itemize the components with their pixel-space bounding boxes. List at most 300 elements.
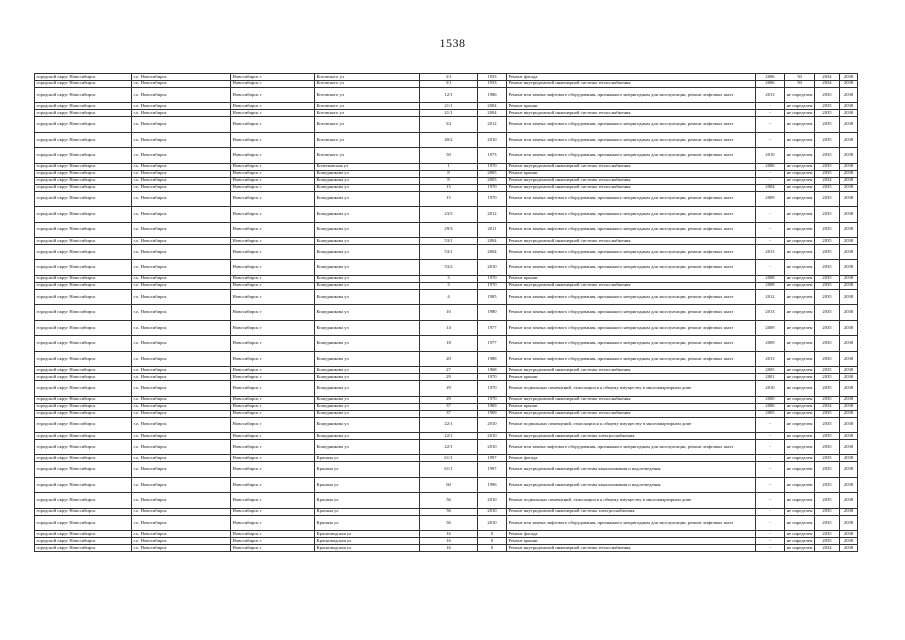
- house-cell: 37: [420, 410, 478, 417]
- street-cell: Котовского ул: [315, 132, 420, 148]
- street-cell: Кошурникова ул: [315, 381, 420, 397]
- table-row: [35, 148, 858, 164]
- table-row: [35, 132, 858, 148]
- year-built-cell: 2010: [478, 132, 507, 148]
- district-cell: городской округ Новосибирск: [35, 74, 132, 81]
- work-type-cell: Ремонт фасада: [507, 531, 756, 538]
- end-year-cell: 2038: [840, 110, 858, 117]
- start-year-cell: 2035: [815, 439, 840, 455]
- end-year-cell: 2038: [840, 282, 858, 289]
- table-row: [35, 80, 858, 87]
- work-type-cell: Ремонт крыши: [507, 103, 756, 110]
- street-cell: Кошурникова ул: [315, 177, 420, 184]
- house-cell: 29/3: [420, 222, 478, 238]
- house-cell: 22/1: [420, 433, 478, 440]
- year-built-cell: 1988: [478, 351, 507, 367]
- district-cell: городской округ Новосибирск: [35, 477, 132, 493]
- work-type-cell: Ремонт внутридомовой инженерной системы теплоснабжения: [507, 367, 756, 374]
- house-cell: 61/1: [420, 455, 478, 462]
- municipality-cell: г.о. Новосибирск: [132, 538, 231, 545]
- end-year-cell: 2038: [840, 508, 858, 515]
- wear-cell: не определен: [785, 538, 815, 545]
- end-year-cell: 2038: [840, 244, 858, 260]
- year-built-cell: 2010: [478, 515, 507, 531]
- last-repair-year-cell: -: [756, 508, 785, 515]
- municipality-cell: г.о. Новосибирск: [132, 403, 231, 410]
- city-cell: Новосибирск г: [231, 80, 315, 87]
- start-year-cell: 2035: [815, 538, 840, 545]
- municipality-cell: г.о. Новосибирск: [132, 417, 231, 433]
- district-cell: городской округ Новосибирск: [35, 545, 132, 552]
- year-built-cell: 2004: [478, 244, 507, 260]
- city-cell: Новосибирск г: [231, 74, 315, 81]
- end-year-cell: 2038: [840, 396, 858, 403]
- city-cell: Новосибирск г: [231, 538, 315, 545]
- house-cell: 18: [420, 336, 478, 352]
- last-repair-year-cell: 2012: [756, 289, 785, 305]
- start-year-cell: 2035: [815, 282, 840, 289]
- start-year-cell: 2035: [815, 367, 840, 374]
- end-year-cell: 2038: [840, 367, 858, 374]
- table-row: [35, 417, 858, 433]
- year-built-cell: 2012: [478, 207, 507, 223]
- table-row: [35, 275, 858, 282]
- start-year-cell: 2035: [815, 148, 840, 164]
- wear-cell: не определен: [785, 191, 815, 207]
- table-row: [35, 117, 858, 133]
- start-year-cell: 2035: [815, 493, 840, 509]
- city-cell: Новосибирск г: [231, 103, 315, 110]
- work-type-cell: Ремонт внутридомовой инженерной системы теплоснабжения: [507, 410, 756, 417]
- wear-cell: не определен: [785, 403, 815, 410]
- wear-cell: не определен: [785, 381, 815, 397]
- city-cell: Новосибирск г: [231, 439, 315, 455]
- district-cell: городской округ Новосибирск: [35, 538, 132, 545]
- street-cell: Котовского ул: [315, 110, 420, 117]
- wear-cell: не определен: [785, 508, 815, 515]
- city-cell: Новосибирск г: [231, 87, 315, 103]
- district-cell: городской округ Новосибирск: [35, 238, 132, 245]
- end-year-cell: 2038: [840, 222, 858, 238]
- municipality-cell: г.о. Новосибирск: [132, 305, 231, 321]
- municipality-cell: г.о. Новосибирск: [132, 433, 231, 440]
- wear-cell: не определен: [785, 289, 815, 305]
- house-cell: 8: [420, 170, 478, 177]
- end-year-cell: 2038: [840, 433, 858, 440]
- end-year-cell: 2038: [840, 177, 858, 184]
- table-row: [35, 110, 858, 117]
- municipality-cell: г.о. Новосибирск: [132, 396, 231, 403]
- wear-cell: 50: [785, 80, 815, 87]
- work-type-cell: Ремонт или замена лифтового оборудования, признанного непригодным для эксплуатации, ремонт лифтовых шахт: [507, 336, 756, 352]
- district-cell: городской округ Новосибирск: [35, 381, 132, 397]
- municipality-cell: г.о. Новосибирск: [132, 477, 231, 493]
- house-cell: 60: [420, 477, 478, 493]
- last-repair-year-cell: -: [756, 260, 785, 276]
- district-cell: городской округ Новосибирск: [35, 515, 132, 531]
- year-built-cell: 1969: [478, 403, 507, 410]
- wear-cell: не определен: [785, 132, 815, 148]
- year-built-cell: 1977: [478, 320, 507, 336]
- municipality-cell: г.о. Новосибирск: [132, 191, 231, 207]
- street-cell: Кошурникова ул: [315, 275, 420, 282]
- house-cell: 12/1: [420, 87, 478, 103]
- municipality-cell: г.о. Новосибирск: [132, 170, 231, 177]
- year-built-cell: 0: [478, 538, 507, 545]
- wear-cell: не определен: [785, 477, 815, 493]
- house-cell: 15: [420, 191, 478, 207]
- start-year-cell: 2035: [815, 462, 840, 478]
- end-year-cell: 2038: [840, 477, 858, 493]
- table-row: [35, 531, 858, 538]
- house-cell: 22/1: [420, 439, 478, 455]
- work-type-cell: Ремонт или замена лифтового оборудования, признанного непригодным для эксплуатации, ремонт лифтовых шахт: [507, 117, 756, 133]
- city-cell: Новосибирск г: [231, 238, 315, 245]
- house-cell: 23/5: [420, 207, 478, 223]
- last-repair-year-cell: -: [756, 238, 785, 245]
- table-row: [35, 163, 858, 170]
- district-cell: городской округ Новосибирск: [35, 508, 132, 515]
- municipality-cell: г.о. Новосибирск: [132, 336, 231, 352]
- table-row: [35, 462, 858, 478]
- district-cell: городской округ Новосибирск: [35, 374, 132, 381]
- municipality-cell: г.о. Новосибирск: [132, 545, 231, 552]
- year-built-cell: 1997: [478, 455, 507, 462]
- district-cell: городской округ Новосибирск: [35, 289, 132, 305]
- repair-schedule-table-wrap: [34, 73, 858, 552]
- district-cell: городской округ Новосибирск: [35, 493, 132, 509]
- street-cell: Кошурникова ул: [315, 351, 420, 367]
- start-year-cell: 2034: [815, 74, 840, 81]
- street-cell: Красноводская ул: [315, 531, 420, 538]
- end-year-cell: 2038: [840, 374, 858, 381]
- last-repair-year-cell: -: [756, 433, 785, 440]
- house-cell: 53/2: [420, 260, 478, 276]
- end-year-cell: 2038: [840, 320, 858, 336]
- end-year-cell: 2038: [840, 74, 858, 81]
- last-repair-year-cell: 2013: [756, 351, 785, 367]
- municipality-cell: г.о. Новосибирск: [132, 244, 231, 260]
- municipality-cell: г.о. Новосибирск: [132, 222, 231, 238]
- wear-cell: не определен: [785, 439, 815, 455]
- municipality-cell: г.о. Новосибирск: [132, 289, 231, 305]
- house-cell: 3/1: [420, 80, 478, 87]
- table-row: [35, 282, 858, 289]
- wear-cell: не определен: [785, 515, 815, 531]
- table-row: [35, 410, 858, 417]
- street-cell: Красина ул: [315, 515, 420, 531]
- house-cell: 4: [420, 289, 478, 305]
- street-cell: Котовского ул: [315, 148, 420, 164]
- year-built-cell: 1980: [478, 305, 507, 321]
- district-cell: городской округ Новосибирск: [35, 170, 132, 177]
- start-year-cell: 2035: [815, 222, 840, 238]
- municipality-cell: г.о. Новосибирск: [132, 381, 231, 397]
- end-year-cell: 2038: [840, 455, 858, 462]
- last-repair-year-cell: -: [756, 177, 785, 184]
- start-year-cell: 2035: [815, 531, 840, 538]
- last-repair-year-cell: 2006: [756, 403, 785, 410]
- last-repair-year-cell: -: [756, 545, 785, 552]
- work-type-cell: Ремонт внутридомовой инженерной системы теплоснабжения: [507, 282, 756, 289]
- city-cell: Новосибирск г: [231, 336, 315, 352]
- district-cell: городской округ Новосибирск: [35, 282, 132, 289]
- work-type-cell: Ремонт или замена лифтового оборудования, признанного непригодным для эксплуатации, ремонт лифтовых шахт: [507, 222, 756, 238]
- street-cell: Кошурникова ул: [315, 184, 420, 191]
- municipality-cell: г.о. Новосибирск: [132, 374, 231, 381]
- house-cell: 1: [420, 163, 478, 170]
- table-row: [35, 374, 858, 381]
- last-repair-year-cell: 2009: [756, 336, 785, 352]
- table-row: [35, 207, 858, 223]
- table-row: [35, 244, 858, 260]
- year-built-cell: 1970: [478, 396, 507, 403]
- district-cell: городской округ Новосибирск: [35, 110, 132, 117]
- end-year-cell: 2038: [840, 148, 858, 164]
- district-cell: городской округ Новосибирск: [35, 244, 132, 260]
- end-year-cell: 2038: [840, 305, 858, 321]
- last-repair-year-cell: 2004: [756, 184, 785, 191]
- district-cell: городской округ Новосибирск: [35, 275, 132, 282]
- wear-cell: не определен: [785, 275, 815, 282]
- city-cell: Новосибирск г: [231, 417, 315, 433]
- work-type-cell: Ремонт или замена лифтового оборудования, признанного непригодным для эксплуатации, ремонт лифтовых шахт: [507, 515, 756, 531]
- last-repair-year-cell: -: [756, 132, 785, 148]
- start-year-cell: 2035: [815, 396, 840, 403]
- year-built-cell: 1970: [478, 191, 507, 207]
- city-cell: Новосибирск г: [231, 110, 315, 117]
- district-cell: городской округ Новосибирск: [35, 87, 132, 103]
- table-row: [35, 103, 858, 110]
- city-cell: Новосибирск г: [231, 403, 315, 410]
- end-year-cell: 2038: [840, 515, 858, 531]
- wear-cell: не определен: [785, 117, 815, 133]
- street-cell: Кошурникова ул: [315, 320, 420, 336]
- end-year-cell: 2038: [840, 289, 858, 305]
- city-cell: Новосибирск г: [231, 170, 315, 177]
- municipality-cell: г.о. Новосибирск: [132, 515, 231, 531]
- house-cell: 27: [420, 367, 478, 374]
- district-cell: городской округ Новосибирск: [35, 103, 132, 110]
- start-year-cell: 2035: [815, 170, 840, 177]
- house-cell: 16: [420, 538, 478, 545]
- municipality-cell: г.о. Новосибирск: [132, 110, 231, 117]
- street-cell: Кошурникова ул: [315, 367, 420, 374]
- house-cell: 56: [420, 493, 478, 509]
- municipality-cell: г.о. Новосибирск: [132, 439, 231, 455]
- house-cell: 53/1: [420, 238, 478, 245]
- table-row: [35, 403, 858, 410]
- city-cell: Новосибирск г: [231, 545, 315, 552]
- wear-cell: не определен: [785, 305, 815, 321]
- work-type-cell: Ремонт внутридомовой инженерной системы электроснабжения: [507, 433, 756, 440]
- last-repair-year-cell: -: [756, 477, 785, 493]
- wear-cell: не определен: [785, 207, 815, 223]
- house-cell: 20: [420, 351, 478, 367]
- work-type-cell: Ремонт или замена лифтового оборудования, признанного непригодным для эксплуатации, ремонт лифтовых шахт: [507, 289, 756, 305]
- municipality-cell: г.о. Новосибирск: [132, 148, 231, 164]
- table-row: [35, 477, 858, 493]
- wear-cell: не определен: [785, 282, 815, 289]
- district-cell: городской округ Новосибирск: [35, 80, 132, 87]
- house-cell: 37: [420, 403, 478, 410]
- wear-cell: не определен: [785, 222, 815, 238]
- year-built-cell: 1970: [478, 163, 507, 170]
- table-row: [35, 351, 858, 367]
- wear-cell: не определен: [785, 336, 815, 352]
- start-year-cell: 2035: [815, 508, 840, 515]
- city-cell: Новосибирск г: [231, 282, 315, 289]
- wear-cell: не определен: [785, 374, 815, 381]
- start-year-cell: 2035: [815, 244, 840, 260]
- municipality-cell: г.о. Новосибирск: [132, 275, 231, 282]
- year-built-cell: 1970: [478, 381, 507, 397]
- start-year-cell: 2035: [815, 103, 840, 110]
- house-cell: 3: [420, 275, 478, 282]
- city-cell: Новосибирск г: [231, 191, 315, 207]
- house-cell: 56: [420, 515, 478, 531]
- wear-cell: не определен: [785, 163, 815, 170]
- street-cell: Кочетковская ул: [315, 163, 420, 170]
- year-built-cell: 2004: [478, 110, 507, 117]
- house-cell: 3: [420, 282, 478, 289]
- street-cell: Кошурникова ул: [315, 207, 420, 223]
- end-year-cell: 2038: [840, 207, 858, 223]
- last-repair-year-cell: 2013: [756, 305, 785, 321]
- district-cell: городской округ Новосибирск: [35, 320, 132, 336]
- start-year-cell: 2034: [815, 80, 840, 87]
- last-repair-year-cell: 2008: [756, 282, 785, 289]
- end-year-cell: 2038: [840, 191, 858, 207]
- year-built-cell: 2010: [478, 439, 507, 455]
- municipality-cell: г.о. Новосибирск: [132, 462, 231, 478]
- work-type-cell: Ремонт внутридомовой инженерной системы канализования и водоотведения: [507, 462, 756, 478]
- district-cell: городской округ Новосибирск: [35, 207, 132, 223]
- house-cell: 3/2: [420, 117, 478, 133]
- year-built-cell: 2005: [478, 177, 507, 184]
- city-cell: Новосибирск г: [231, 132, 315, 148]
- work-type-cell: Ремонт или замена лифтового оборудования, признанного непригодным для эксплуатации, ремонт лифтовых шахт: [507, 244, 756, 260]
- work-type-cell: Ремонт внутридомовой инженерной системы теплоснабжения: [507, 396, 756, 403]
- year-built-cell: 2010: [478, 493, 507, 509]
- work-type-cell: Ремонт или замена лифтового оборудования, признанного непригодным для эксплуатации, ремонт лифтовых шахт: [507, 207, 756, 223]
- district-cell: городской округ Новосибирск: [35, 177, 132, 184]
- end-year-cell: 2038: [840, 545, 858, 552]
- municipality-cell: г.о. Новосибирск: [132, 163, 231, 170]
- end-year-cell: 2038: [840, 163, 858, 170]
- street-cell: Котовского ул: [315, 117, 420, 133]
- start-year-cell: 2035: [815, 191, 840, 207]
- start-year-cell: 2035: [815, 184, 840, 191]
- end-year-cell: 2038: [840, 439, 858, 455]
- last-repair-year-cell: 2010: [756, 148, 785, 164]
- district-cell: городской округ Новосибирск: [35, 351, 132, 367]
- start-year-cell: 2035: [815, 336, 840, 352]
- end-year-cell: 2038: [840, 184, 858, 191]
- street-cell: Кошурникова ул: [315, 403, 420, 410]
- wear-cell: не определен: [785, 462, 815, 478]
- last-repair-year-cell: 2001: [756, 374, 785, 381]
- start-year-cell: 2035: [815, 305, 840, 321]
- last-repair-year-cell: 2006: [756, 74, 785, 81]
- last-repair-year-cell: 2006: [756, 163, 785, 170]
- table-row: [35, 336, 858, 352]
- table-row: [35, 184, 858, 191]
- year-built-cell: 1933: [478, 74, 507, 81]
- street-cell: Котовского ул: [315, 74, 420, 81]
- table-row: [35, 260, 858, 276]
- year-built-cell: 1973: [478, 148, 507, 164]
- table-row: [35, 87, 858, 103]
- wear-cell: не определен: [785, 260, 815, 276]
- work-type-cell: Ремонт подвальных помещений, относящихся к общему имуществу в многоквартирном доме: [507, 381, 756, 397]
- wear-cell: не определен: [785, 320, 815, 336]
- municipality-cell: г.о. Новосибирск: [132, 455, 231, 462]
- street-cell: Кошурникова ул: [315, 439, 420, 455]
- start-year-cell: 2035: [815, 110, 840, 117]
- start-year-cell: 2034: [815, 403, 840, 410]
- last-repair-year-cell: 2008: [756, 275, 785, 282]
- table-row: [35, 439, 858, 455]
- last-repair-year-cell: 2009: [756, 320, 785, 336]
- end-year-cell: 2038: [840, 103, 858, 110]
- street-cell: Кошурникова ул: [315, 289, 420, 305]
- municipality-cell: г.о. Новосибирск: [132, 531, 231, 538]
- city-cell: Новосибирск г: [231, 207, 315, 223]
- start-year-cell: 2035: [815, 433, 840, 440]
- last-repair-year-cell: 2006: [756, 80, 785, 87]
- municipality-cell: г.о. Новосибирск: [132, 117, 231, 133]
- last-repair-year-cell: -: [756, 515, 785, 531]
- year-built-cell: 1985: [478, 289, 507, 305]
- end-year-cell: 2038: [840, 417, 858, 433]
- table-row: [35, 396, 858, 403]
- last-repair-year-cell: -: [756, 531, 785, 538]
- work-type-cell: Ремонт или замена лифтового оборудования, признанного непригодным для эксплуатации, ремонт лифтовых шахт: [507, 351, 756, 367]
- start-year-cell: 2035: [815, 289, 840, 305]
- work-type-cell: Ремонт крыши: [507, 538, 756, 545]
- work-type-cell: Ремонт крыши: [507, 275, 756, 282]
- municipality-cell: г.о. Новосибирск: [132, 184, 231, 191]
- wear-cell: не определен: [785, 103, 815, 110]
- municipality-cell: г.о. Новосибирск: [132, 177, 231, 184]
- last-repair-year-cell: -: [756, 417, 785, 433]
- last-repair-year-cell: 2005: [756, 410, 785, 417]
- work-type-cell: Ремонт фасада: [507, 455, 756, 462]
- start-year-cell: 2034: [815, 545, 840, 552]
- municipality-cell: г.о. Новосибирск: [132, 207, 231, 223]
- street-cell: Кошурникова ул: [315, 433, 420, 440]
- street-cell: Кошурникова ул: [315, 417, 420, 433]
- house-cell: 14: [420, 320, 478, 336]
- end-year-cell: 2038: [840, 170, 858, 177]
- year-built-cell: 2010: [478, 417, 507, 433]
- work-type-cell: Ремонт внутридомовой инженерной системы канализования и водоотведения: [507, 477, 756, 493]
- district-cell: городской округ Новосибирск: [35, 163, 132, 170]
- house-cell: 50: [420, 148, 478, 164]
- start-year-cell: 2035: [815, 207, 840, 223]
- street-cell: Кошурникова ул: [315, 336, 420, 352]
- start-year-cell: 2035: [815, 410, 840, 417]
- wear-cell: 50: [785, 74, 815, 81]
- year-built-cell: 0: [478, 531, 507, 538]
- street-cell: Котовского ул: [315, 80, 420, 87]
- last-repair-year-cell: -: [756, 110, 785, 117]
- work-type-cell: Ремонт или замена лифтового оборудования, признанного непригодным для эксплуатации, ремонт лифтовых шахт: [507, 320, 756, 336]
- district-cell: городской округ Новосибирск: [35, 403, 132, 410]
- last-repair-year-cell: -: [756, 170, 785, 177]
- municipality-cell: г.о. Новосибирск: [132, 367, 231, 374]
